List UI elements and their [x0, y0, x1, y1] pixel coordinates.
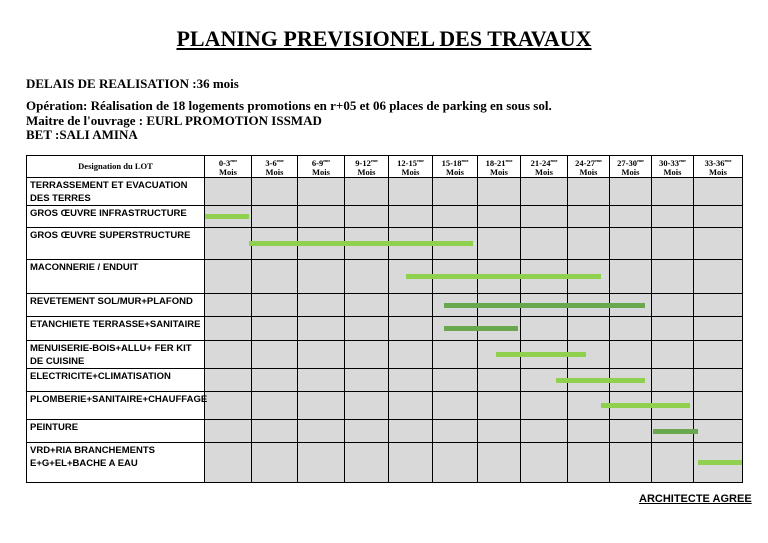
bet-line: BET :SALI AMINA	[26, 127, 138, 142]
period-cell	[433, 391, 478, 419]
period-cell	[521, 316, 568, 340]
table-row	[27, 442, 743, 482]
period-cell	[694, 293, 743, 316]
period-cell	[252, 368, 298, 391]
period-cell	[252, 442, 298, 482]
lot-name: MENUISERIE-BOIS+ALLU+ FER KIT DE CUISINE	[27, 340, 205, 368]
period-cell	[610, 177, 652, 205]
table-row	[27, 419, 743, 442]
period-cell	[298, 419, 345, 442]
table-row	[27, 316, 743, 340]
period-cell	[205, 293, 252, 316]
period-cell	[205, 177, 252, 205]
period-cell	[205, 419, 252, 442]
maitre-line: Maitre de l'ouvrage : EURL PROMOTION ISSMAD	[26, 113, 322, 128]
period-cell	[521, 442, 568, 482]
gantt-bar	[205, 214, 250, 219]
period-cell	[345, 293, 389, 316]
period-header: 15-18eme Mois	[433, 156, 478, 178]
gantt-header-row	[27, 156, 743, 178]
period-cell	[298, 293, 345, 316]
period-cell	[610, 340, 652, 368]
period-cell	[521, 177, 568, 205]
lot-name: GROS ŒUVRE INFRASTRUCTURE	[27, 205, 205, 227]
period-cell	[694, 316, 743, 340]
period-cell	[568, 419, 610, 442]
period-cell	[205, 391, 252, 419]
period-cell	[521, 391, 568, 419]
period-cell	[694, 177, 743, 205]
table-row	[27, 177, 743, 205]
gantt-bar	[556, 378, 646, 383]
period-cell	[345, 368, 389, 391]
operation-line: Opération: Réalisation de 18 logements promotions en r+05 et 06 places de parking en sous sol.	[26, 98, 552, 113]
period-header: 24-27eme Mois	[568, 156, 610, 178]
period-cell	[652, 177, 694, 205]
lot-name: PLOMBERIE+SANITAIRE+CHAUFFAGE	[27, 391, 205, 419]
period-cell	[652, 442, 694, 482]
period-cell	[568, 316, 610, 340]
period-cell	[345, 316, 389, 340]
period-cell	[568, 205, 610, 227]
period-cell	[389, 205, 433, 227]
period-cell	[478, 368, 521, 391]
period-cell	[433, 419, 478, 442]
gantt-bar	[444, 326, 519, 331]
period-header: 9-12eme Mois	[345, 156, 389, 178]
gantt-bar	[653, 429, 698, 434]
period-cell	[694, 391, 743, 419]
period-cell	[252, 293, 298, 316]
period-cell	[694, 205, 743, 227]
period-cell	[252, 205, 298, 227]
period-cell	[345, 340, 389, 368]
period-cell	[652, 259, 694, 293]
period-cell	[205, 368, 252, 391]
period-cell	[433, 205, 478, 227]
period-cell	[298, 259, 345, 293]
table-row	[27, 205, 743, 227]
period-cell	[389, 293, 433, 316]
lot-name: TERRASSEMENT ET EVACUATION DES TERRES	[27, 177, 205, 205]
period-header: 0-3eme Mois	[205, 156, 252, 178]
period-cell	[389, 316, 433, 340]
period-cell	[345, 259, 389, 293]
gantt-bar	[444, 303, 646, 308]
period-cell	[298, 316, 345, 340]
lot-name: VRD+RIA BRANCHEMENTS E+G+EL+BACHE A EAU	[27, 442, 205, 482]
period-cell	[252, 316, 298, 340]
period-cell	[433, 177, 478, 205]
period-cell	[345, 177, 389, 205]
gantt-bar	[249, 241, 473, 246]
period-header: 21-24eme Mois	[521, 156, 568, 178]
lot-name: MACONNERIE / ENDUIT	[27, 259, 205, 293]
gantt-body	[27, 177, 743, 482]
period-cell	[694, 227, 743, 259]
period-cell	[252, 340, 298, 368]
period-cell	[610, 259, 652, 293]
period-cell	[389, 391, 433, 419]
period-cell	[478, 177, 521, 205]
period-cell	[652, 368, 694, 391]
period-cell	[345, 419, 389, 442]
period-cell	[252, 419, 298, 442]
period-cell	[389, 368, 433, 391]
period-cell	[694, 259, 743, 293]
period-cell	[345, 205, 389, 227]
period-cell	[568, 177, 610, 205]
period-cell	[298, 177, 345, 205]
period-cell	[521, 419, 568, 442]
delais-line: DELAIS DE REALISATION :36 mois	[26, 76, 239, 91]
period-cell	[298, 442, 345, 482]
gantt-bar	[496, 352, 586, 357]
period-cell	[252, 391, 298, 419]
period-cell	[205, 227, 252, 259]
period-cell	[694, 340, 743, 368]
period-cell	[433, 368, 478, 391]
lot-name: ETANCHIETE TERRASSE+SANITAIRE	[27, 316, 205, 340]
period-cell	[652, 316, 694, 340]
period-cell	[298, 391, 345, 419]
period-cell	[652, 227, 694, 259]
period-cell	[652, 340, 694, 368]
period-cell	[205, 259, 252, 293]
period-cell	[652, 205, 694, 227]
period-header: 3-6eme Mois	[252, 156, 298, 178]
period-header: 18-21eme Mois	[478, 156, 521, 178]
period-cell	[205, 442, 252, 482]
architect-signature: ARCHITECTE AGREE	[639, 493, 752, 505]
lot-header: Designation du LOT	[27, 156, 205, 178]
period-cell	[433, 340, 478, 368]
period-cell	[478, 442, 521, 482]
period-cell	[610, 205, 652, 227]
period-cell	[252, 177, 298, 205]
gantt-table	[26, 155, 743, 483]
period-header: 6-9eme Mois	[298, 156, 345, 178]
period-header: 12-15eme Mois	[389, 156, 433, 178]
gantt-bar	[601, 403, 691, 408]
page-title: PLANING PREVISIONEL DES TRAVAUX	[176, 26, 592, 51]
period-cell	[298, 205, 345, 227]
period-cell	[610, 316, 652, 340]
period-cell	[521, 227, 568, 259]
period-cell	[205, 340, 252, 368]
table-row	[27, 259, 743, 293]
period-cell	[478, 419, 521, 442]
period-cell	[568, 442, 610, 482]
period-cell	[252, 259, 298, 293]
period-cell	[610, 419, 652, 442]
period-cell	[568, 227, 610, 259]
period-header: 33-36eme Mois	[694, 156, 743, 178]
period-cell	[389, 177, 433, 205]
table-row	[27, 340, 743, 368]
gantt-bar	[406, 274, 600, 279]
period-cell	[389, 340, 433, 368]
period-cell	[298, 368, 345, 391]
period-cell	[478, 391, 521, 419]
period-cell	[610, 227, 652, 259]
period-header: 27-30eme Mois	[610, 156, 652, 178]
period-cell	[389, 419, 433, 442]
gantt-bar	[698, 460, 743, 465]
period-cell	[345, 442, 389, 482]
period-cell	[345, 391, 389, 419]
period-header: 30-33eme Mois	[652, 156, 694, 178]
period-cell	[433, 442, 478, 482]
period-cell	[694, 419, 743, 442]
period-cell	[478, 227, 521, 259]
period-cell	[389, 442, 433, 482]
lot-name: ELECTRICITE+CLIMATISATION	[27, 368, 205, 391]
lot-name: REVETEMENT SOL/MUR+PLAFOND	[27, 293, 205, 316]
period-cell	[694, 368, 743, 391]
period-cell	[521, 205, 568, 227]
period-cell	[298, 340, 345, 368]
period-cell	[610, 442, 652, 482]
period-cell	[205, 316, 252, 340]
period-cell	[478, 205, 521, 227]
lot-name: GROS ŒUVRE SUPERSTRUCTURE	[27, 227, 205, 259]
lot-name: PEINTURE	[27, 419, 205, 442]
period-cell	[652, 293, 694, 316]
